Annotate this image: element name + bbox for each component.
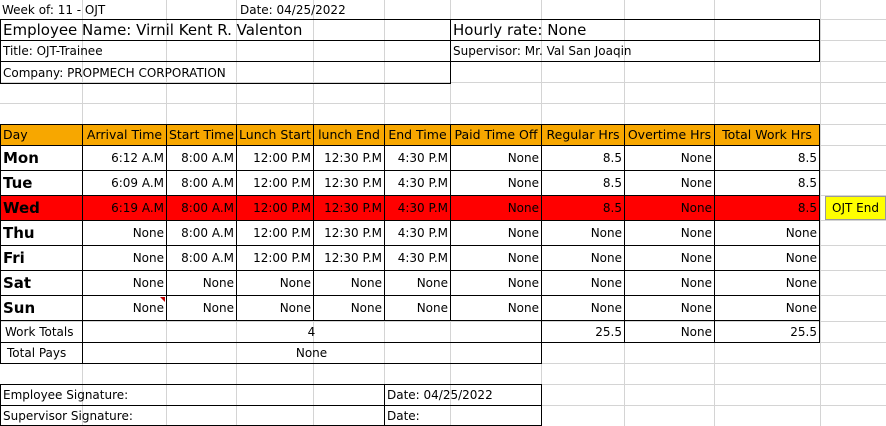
employee-signature-date[interactable]: Date: 04/25/2022 (384, 384, 542, 406)
cell-end[interactable]: 4:30 P.M (384, 220, 451, 246)
supervisor-signature-date[interactable]: Date: (384, 405, 542, 426)
work-totals-days[interactable]: 4 (82, 321, 542, 343)
cell-overtime[interactable]: None (624, 270, 715, 296)
cell-total[interactable]: 8.5 (714, 195, 820, 221)
cell-lunch_start[interactable]: None (236, 295, 314, 321)
cell-end[interactable]: None (384, 295, 451, 321)
cell-total[interactable]: 8.5 (714, 170, 820, 196)
cell-start[interactable]: 8:00 A.M (166, 145, 237, 171)
cell-end[interactable]: 4:30 P.M (384, 245, 451, 271)
cell-overtime[interactable]: None (624, 295, 715, 321)
supervisor-name[interactable]: Supervisor: Mr. Val San Joaqin (450, 40, 820, 62)
col-header-day[interactable]: Day (0, 124, 83, 146)
cell-lunch_start[interactable]: 12:00 P.M (236, 145, 314, 171)
cell-lunch_end[interactable]: 12:30 P.M (313, 220, 385, 246)
cell-pto[interactable]: None (450, 170, 542, 196)
cell-total[interactable]: None (714, 245, 820, 271)
cell-regular[interactable]: 8.5 (541, 145, 625, 171)
cell-overtime[interactable]: None (624, 220, 715, 246)
cell-end[interactable]: 4:30 P.M (384, 170, 451, 196)
cell-lunch_start[interactable]: None (236, 270, 314, 296)
cell-regular[interactable]: 8.5 (541, 170, 625, 196)
cell-day[interactable]: Sat (0, 270, 83, 296)
cell-overtime[interactable]: None (624, 170, 715, 196)
header-date[interactable]: Date: 04/25/2022 (240, 3, 346, 17)
cell-end[interactable]: None (384, 270, 451, 296)
cell-lunch_end[interactable]: 12:30 P.M (313, 145, 385, 171)
cell-day[interactable]: Sun (0, 295, 83, 321)
cell-total[interactable]: None (714, 270, 820, 296)
cell-arrival[interactable]: 6:19 A.M (82, 195, 167, 221)
work-totals-regular[interactable]: 25.5 (541, 321, 625, 343)
cell-start[interactable]: 8:00 A.M (166, 195, 237, 221)
total-pays-label[interactable]: Total Pays (0, 342, 83, 364)
cell-arrival[interactable]: None (82, 245, 167, 271)
cell-total[interactable]: 8.5 (714, 145, 820, 171)
cell-lunch_end[interactable]: 12:30 P.M (313, 195, 385, 221)
cell-regular[interactable]: None (541, 295, 625, 321)
comment-indicator-icon[interactable] (160, 297, 165, 302)
week-of-label[interactable]: Week of: 11 - OJT (2, 3, 106, 17)
cell-end[interactable]: 4:30 P.M (384, 195, 451, 221)
cell-lunch_start[interactable]: 12:00 P.M (236, 195, 314, 221)
cell-lunch_start[interactable]: 12:00 P.M (236, 245, 314, 271)
col-header-total[interactable]: Total Work Hrs (714, 124, 820, 146)
cell-start[interactable]: 8:00 A.M (166, 170, 237, 196)
cell-lunch_end[interactable]: 12:30 P.M (313, 245, 385, 271)
cell-start[interactable]: None (166, 295, 237, 321)
work-totals-label[interactable]: Work Totals (0, 321, 83, 343)
cell-pto[interactable]: None (450, 245, 542, 271)
cell-start[interactable]: None (166, 270, 237, 296)
cell-day[interactable]: Wed (0, 195, 83, 221)
col-header-overtime[interactable]: Overtime Hrs (624, 124, 715, 146)
gridline-horizontal (0, 103, 886, 104)
cell-day[interactable]: Fri (0, 245, 83, 271)
cell-arrival[interactable]: None (82, 220, 167, 246)
cell-regular[interactable]: 8.5 (541, 195, 625, 221)
cell-total[interactable]: None (714, 220, 820, 246)
cell-overtime[interactable]: None (624, 195, 715, 221)
employee-title[interactable]: Title: OJT-Trainee (0, 40, 451, 62)
cell-lunch_start[interactable]: 12:00 P.M (236, 170, 314, 196)
col-header-start[interactable]: Start Time (166, 124, 237, 146)
supervisor-signature-label[interactable]: Supervisor Signature: (0, 405, 385, 426)
cell-pto[interactable]: None (450, 295, 542, 321)
cell-lunch_end[interactable]: None (313, 295, 385, 321)
work-totals-total[interactable]: 25.5 (714, 321, 820, 343)
cell-pto[interactable]: None (450, 195, 542, 221)
cell-day[interactable]: Thu (0, 220, 83, 246)
col-header-regular[interactable]: Regular Hrs (541, 124, 625, 146)
cell-end[interactable]: 4:30 P.M (384, 145, 451, 171)
cell-lunch_end[interactable]: 12:30 P.M (313, 170, 385, 196)
cell-overtime[interactable]: None (624, 245, 715, 271)
cell-arrival[interactable]: None (82, 295, 167, 321)
col-header-pto[interactable]: Paid Time Off (450, 124, 542, 146)
cell-lunch_end[interactable]: None (313, 270, 385, 296)
cell-total[interactable]: None (714, 295, 820, 321)
work-totals-overtime[interactable]: None (624, 321, 715, 343)
cell-day[interactable]: Tue (0, 170, 83, 196)
cell-regular[interactable]: None (541, 270, 625, 296)
col-header-lunch-start[interactable]: Lunch Start (236, 124, 314, 146)
cell-overtime[interactable]: None (624, 145, 715, 171)
cell-day[interactable]: Mon (0, 145, 83, 171)
col-header-arrival[interactable]: Arrival Time (82, 124, 167, 146)
hourly-rate[interactable]: Hourly rate: None (450, 19, 820, 41)
cell-arrival[interactable]: 6:12 A.M (82, 145, 167, 171)
cell-regular[interactable]: None (541, 245, 625, 271)
cell-start[interactable]: 8:00 A.M (166, 245, 237, 271)
cell-arrival[interactable]: None (82, 270, 167, 296)
cell-regular[interactable]: None (541, 220, 625, 246)
cell-arrival[interactable]: 6:09 A.M (82, 170, 167, 196)
cell-start[interactable]: 8:00 A.M (166, 220, 237, 246)
employee-name[interactable]: Employee Name: Virnil Kent R. Valenton (0, 19, 451, 41)
company-name[interactable]: Company: PROPMECH CORPORATION (0, 61, 451, 84)
cell-pto[interactable]: None (450, 220, 542, 246)
col-header-end[interactable]: End Time (384, 124, 451, 146)
col-header-lunch-end[interactable]: lunch End (313, 124, 385, 146)
total-pays-value[interactable]: None (82, 342, 542, 364)
cell-lunch_start[interactable]: 12:00 P.M (236, 220, 314, 246)
cell-pto[interactable]: None (450, 270, 542, 296)
employee-signature-label[interactable]: Employee Signature: (0, 384, 385, 406)
cell-pto[interactable]: None (450, 145, 542, 171)
ojt-end-note[interactable]: OJT End (825, 196, 886, 220)
